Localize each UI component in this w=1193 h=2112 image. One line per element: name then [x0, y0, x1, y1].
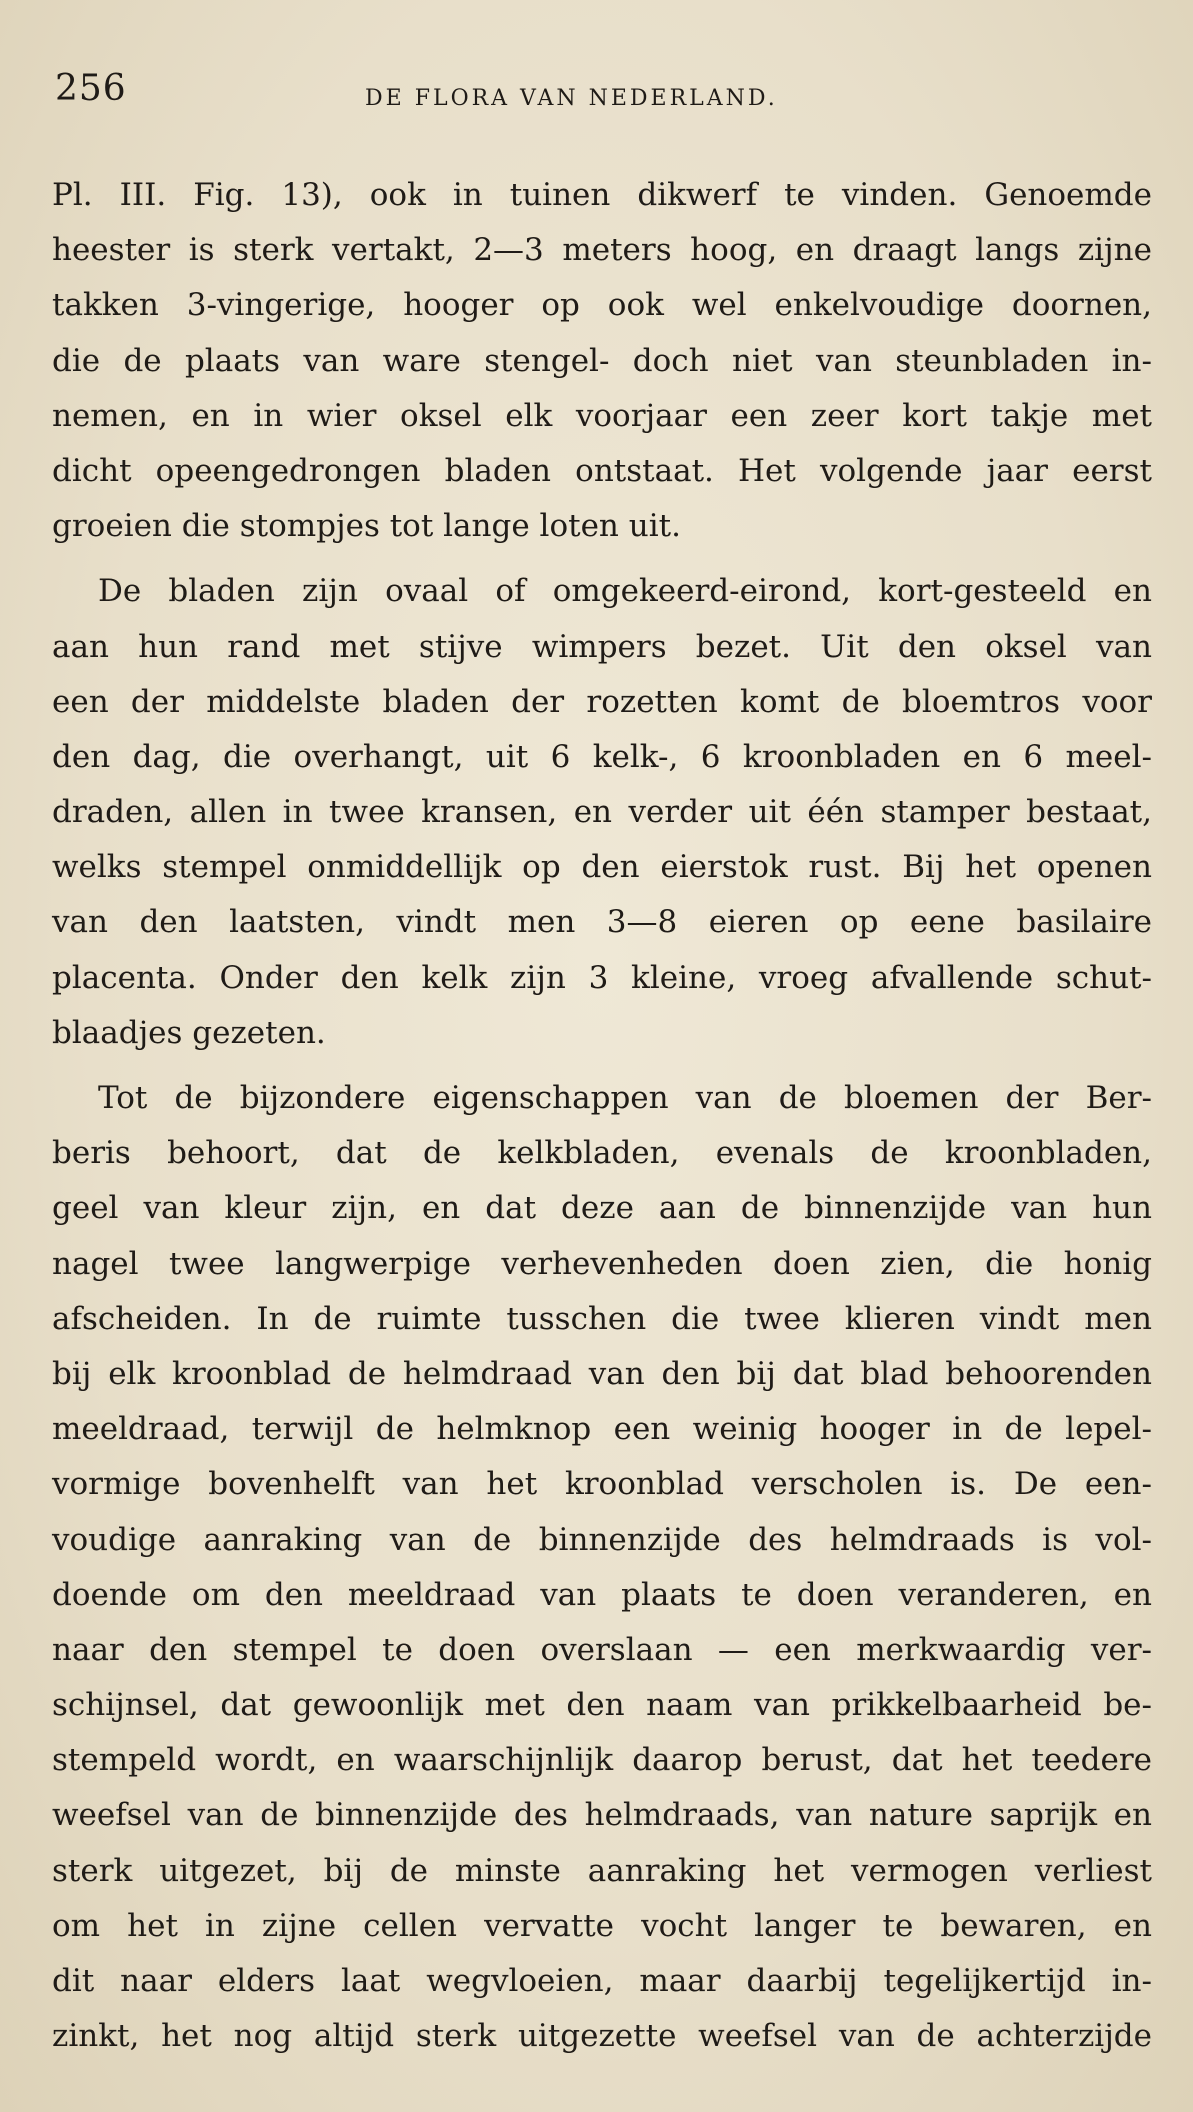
text-line: blaadjes gezeten. — [52, 1014, 326, 1051]
running-title: DE FLORA VAN NEDERLAND. — [365, 86, 778, 111]
text-line: dicht opeengedrongen bladen ontstaat. Het volgende jaar eerst — [52, 452, 1152, 489]
text-line: stempeld wordt, en waarschijnlijk daarop berust, dat het teedere — [52, 1742, 1152, 1779]
body-text — [52, 168, 1152, 2064]
text-line: aan hun rand met stijve wimpers bezet. Uit den oksel van — [52, 628, 1152, 665]
text-line: weefsel van de binnenzijde des helmdraads, van nature saprijk en — [52, 1797, 1152, 1834]
text-line: zinkt, het nog altijd sterk uitgezette weefsel van de achterzijde — [52, 2018, 1152, 2055]
text-line: sterk uitgezet, bij de minste aanraking het vermogen verliest — [52, 1852, 1152, 1889]
text-line: nemen, en in wier oksel elk voorjaar een zeer kort takje met — [52, 397, 1152, 434]
page-header — [55, 68, 1175, 118]
text-line: groeien die stompjes tot lange loten uit. — [52, 508, 681, 545]
text-line: een der middelste bladen der rozetten komt de bloemtros voor — [52, 683, 1152, 720]
text-line: vormige bovenhelft van het kroonblad verscholen is. De een- — [52, 1466, 1152, 1503]
text-line: geel van kleur zijn, en dat deze aan de binnenzijde van hun — [52, 1190, 1152, 1227]
text-line: om het in zijne cellen vervatte vocht langer te bewaren, en — [52, 1907, 1152, 1944]
text-line: doende om den meeldraad van plaats te doen veranderen, en — [52, 1576, 1152, 1613]
text-line: heester is sterk vertakt, 2—3 meters hoog, en draagt langs zijne — [52, 232, 1152, 269]
text-line: bij elk kroonblad de helmdraad van den bij dat blad behoorenden — [52, 1355, 1152, 1392]
text-line: schijnsel, dat gewoonlijk met den naam van prikkelbaarheid be- — [52, 1687, 1152, 1724]
paragraph-first-line: De bladen zijn ovaal of omgekeerd-eirond, kort-gesteeld en — [98, 573, 1152, 610]
text-line: naar den stempel te doen overslaan — een merkwaardig ver- — [52, 1631, 1152, 1668]
text-line: afscheiden. In de ruimte tusschen die twee klieren vindt men — [52, 1300, 1152, 1337]
text-line: voudige aanraking van de binnenzijde des helmdraads is vol- — [52, 1521, 1152, 1558]
text-line: welks stempel onmiddellijk op den eierstok rust. Bij het openen — [52, 849, 1152, 886]
text-line: beris behoort, dat de kelkbladen, evenals de kroonbladen, — [52, 1135, 1152, 1172]
text-line: die de plaats van ware stengel- doch niet van steunbladen in- — [52, 342, 1152, 379]
text-line: van den laatsten, vindt men 3—8 eieren op eene basilaire — [52, 904, 1152, 941]
text-line: placenta. Onder den kelk zijn 3 kleine, vroeg afvallende schut- — [52, 959, 1152, 996]
page-number: 256 — [55, 68, 127, 109]
text-line: draden, allen in twee kransen, en verder uit één stamper bestaat, — [52, 794, 1152, 831]
text-line: takken 3-vingerige, hooger op ook wel enkelvoudige doornen, — [52, 287, 1152, 324]
text-line: nagel twee langwerpige verhevenheden doen zien, die honig — [52, 1245, 1152, 1282]
paragraph-first-line: Tot de bijzondere eigenschappen van de bloemen der Ber- — [98, 1080, 1152, 1116]
text-line: den dag, die overhangt, uit 6 kelk-, 6 kroonbladen en 6 meel- — [52, 738, 1152, 775]
text-line: meeldraad, terwijl de helmknop een weinig hooger in de lepel- — [52, 1411, 1152, 1448]
text-line: dit naar elders laat wegvloeien, maar daarbij tegelijkertijd in- — [52, 1963, 1152, 1999]
text-line: Pl. III. Fig. 13), ook in tuinen dikwerf te vinden. Genoemde — [52, 177, 1152, 213]
